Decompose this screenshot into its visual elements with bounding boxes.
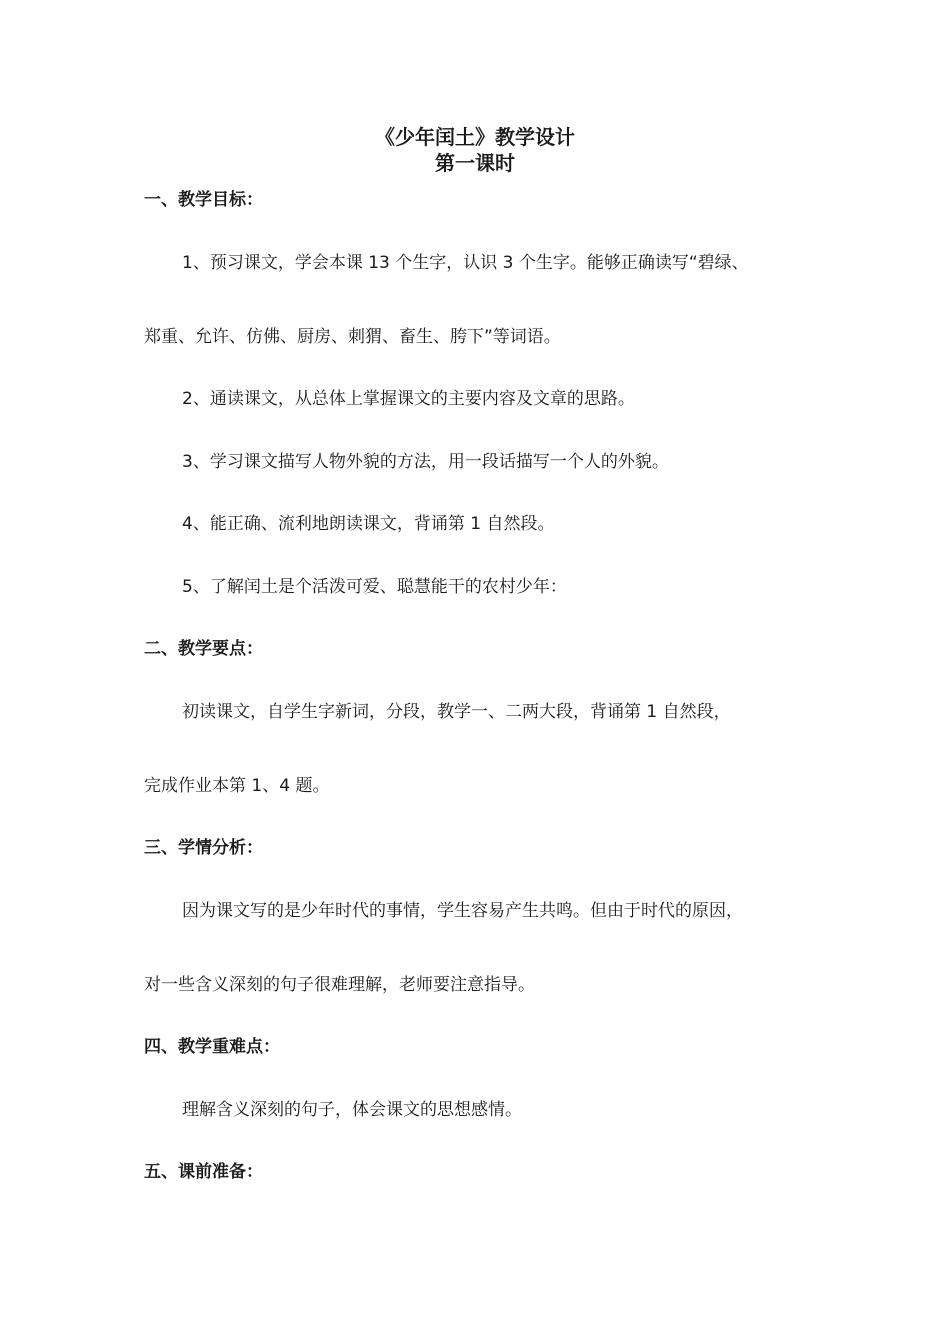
analysis-line-2: 对一些含义深刻的句子很难理解，老师要注意指导。 [144,975,535,995]
key-points-line-2: 完成作业本第 1、4 题。 [144,776,330,796]
document-title: 《少年闰土》教学设计 [375,125,575,149]
section-heading-preparation: 五、课前准备： [144,1162,263,1182]
objective-line-4: 4、能正确、流利地朗读课文，背诵第 1 自然段。 [182,514,555,534]
objective-line-2: 2、通读课文，从总体上掌握课文的主要内容及文章的思路。 [182,389,635,409]
document-subtitle: 第一课时 [435,151,515,175]
section-heading-objectives: 一、教学目标： [144,190,263,210]
section-heading-key-points: 二、教学要点： [144,639,263,659]
key-points-line-1: 初读课文，自学生字新词，分段，教学一、二两大段，背诵第 1 自然段， [182,702,731,722]
difficulties-line-1: 理解含义深刻的句子，体会课文的思想感情。 [182,1100,522,1120]
analysis-line-1: 因为课文写的是少年时代的事情，学生容易产生共鸣。但由于时代的原因， [182,901,743,921]
objective-line-1: 1、预习课文，学会本课 13 个生字，认识 3 个生字。能够正确读写“碧绿、 [182,253,749,273]
objective-line-1-cont: 郑重、允许、仿佛、厨房、刺猬、畜生、胯下”等词语。 [144,327,561,347]
objective-line-5: 5、了解闰土是个活泼可爱、聪慧能干的农村少年： [182,577,567,597]
objective-line-3: 3、学习课文描写人物外貌的方法，用一段话描写一个人的外貌。 [182,452,669,472]
section-heading-difficulties: 四、教学重难点： [144,1037,280,1057]
section-heading-student-analysis: 三、学情分析： [144,838,263,858]
